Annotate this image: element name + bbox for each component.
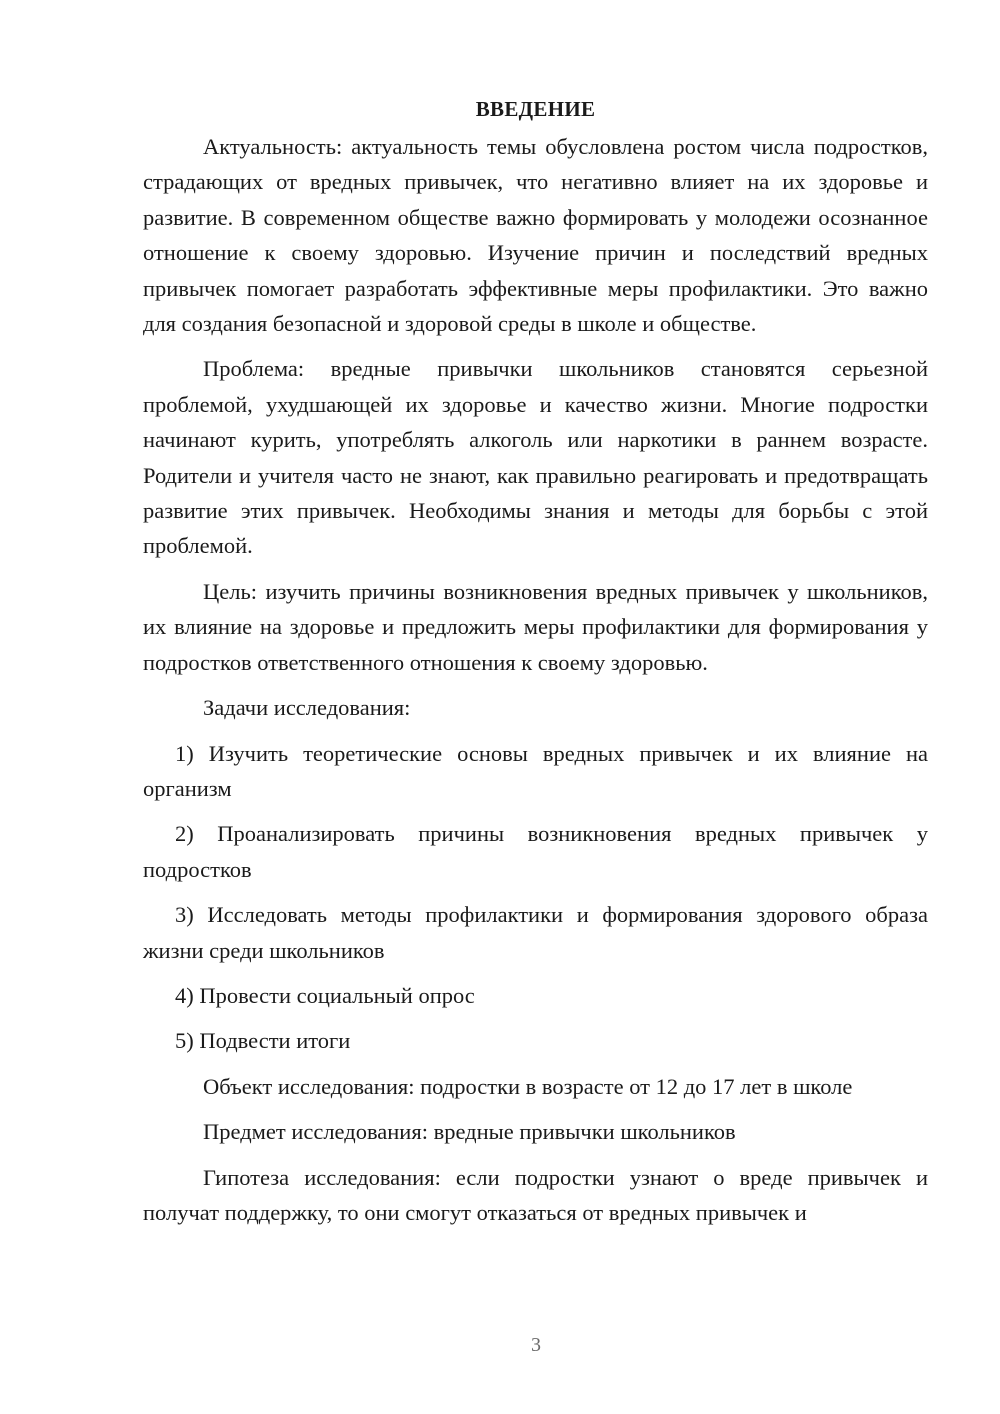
tasks-heading: Задачи исследования: bbox=[203, 695, 411, 721]
goal-paragraph: Цель: изучить причины возникновения вредных привычек у школьников, их влияние на здоровье и предложить меры профилактики для формирования у подростков ответственного отношения к своему здоровью. bbox=[143, 578, 928, 675]
task-item: 2) Проанализировать причины возникновения вредных привычек у подростков bbox=[143, 821, 928, 882]
problem-paragraph: Проблема: вредные привычки школьников становятся серьезной проблемой, ухудшающей их здоровье и качество жизни. Многие подростки начинают курить, употреблять алкоголь или наркотики в раннем возрасте. Родители и учителя часто не знают, как правильно реагировать и предотвращать развитие этих привычек. Необходимы знания и методы для борьбы с этой проблемой. bbox=[143, 356, 928, 559]
subject-paragraph: Предмет исследования: вредные привычки школьников bbox=[203, 1119, 736, 1145]
task-item: 5) Подвести итоги bbox=[175, 1028, 351, 1054]
section-title: ВВЕДЕНИЕ bbox=[475, 97, 596, 121]
task-item: 3) Исследовать методы профилактики и формирования здорового образа жизни среди школьников bbox=[143, 902, 928, 963]
task-item: 1) Изучить теоретические основы вредных привычек и их влияние на организм bbox=[143, 740, 928, 801]
hypothesis-paragraph: Гипотеза исследования: если подростки узнают о вреде привычек и получат поддержку, то они смогут отказаться от вредных привычек и bbox=[143, 1164, 928, 1225]
page-number: 3 bbox=[531, 1334, 541, 1356]
page-content bbox=[143, 92, 928, 1230]
relevance-paragraph: Актуальность: актуальность темы обусловлена ростом числа подростков, страдающих от вредных привычек, что негативно влияет на их здоровье и развитие. В современном обществе важно формировать у молодежи осознанное отношение к своему здоровью. Изучение причин и последствий вредных привычек помогает разработать эффективные меры профилактики. Это важно для создания безопасной и здоровой среды в школе и обществе. bbox=[143, 134, 928, 337]
tasks-list bbox=[143, 736, 928, 1059]
task-item: 4) Провести социальный опрос bbox=[175, 982, 475, 1008]
object-paragraph: Объект исследования: подростки в возрасте от 12 до 17 лет в школе bbox=[203, 1073, 853, 1099]
